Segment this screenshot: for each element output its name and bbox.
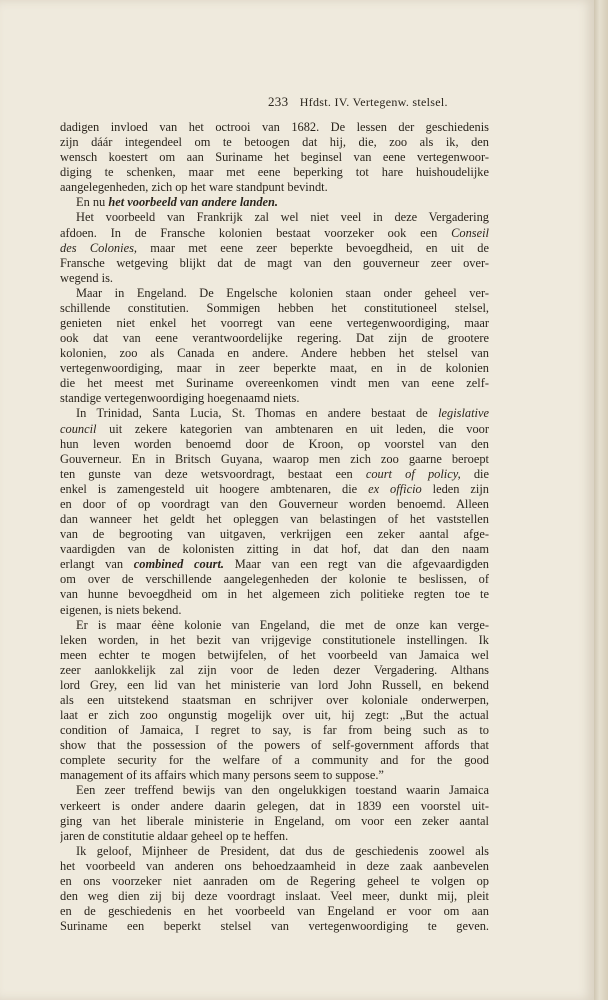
text-line: eigenen, is niets bekend.: [60, 602, 182, 617]
text-line: meen echter te mogen betwijfelen, of het voorbeeld van Jamaica wel: [60, 647, 489, 662]
text-line: wensch koestert om aan Suriname het beginsel van eene vertegenwoor-: [60, 150, 489, 165]
text-line: en de geschiedenis en het voorbeeld van Engeland er voor om aan: [60, 904, 489, 919]
text-line: ook dat van eene verantwoordelijke regering. Dat zijn de grootere: [60, 331, 489, 346]
text-line: van de begrooting van uitgaven, verkrijgen een zeker aantal afge-: [60, 527, 489, 542]
body-text: [60, 120, 489, 934]
running-title: Hfdst. IV. Vertegenw. stelsel.: [299, 95, 448, 109]
text-line: wegend is.: [60, 270, 113, 285]
text-line: ten gunste van deze wetsvoordragt, bestaat een court of policy, die: [60, 466, 489, 481]
text-line: leken worden, in het bezit van vrijgevige constitutionele instellingen. Ik: [60, 632, 489, 647]
text-line: schillende constitutien. Sommigen hebben het constitutioneel stelsel,: [60, 300, 489, 315]
text-line: Een zeer treffend bewijs van den ongelukkigen toestand waarin Jamaica: [76, 783, 489, 798]
text-line: vaardigden van de kolonisten zitting in dat hof, dat dan den naam: [60, 542, 489, 557]
text-line: Maar in Engeland. De Engelsche kolonien staan onder geheel ver-: [76, 285, 489, 300]
text-line: die het meest met Suriname overeenkomen vindt men van eene zelf-: [60, 376, 489, 391]
text-line: hun leven worden benoemd door de Kroon, op voorstel van den: [60, 436, 489, 451]
text-line: standige vertegenwoordiging hoegenaamd niets.: [60, 391, 300, 406]
text-line: Suriname een beperkt stelsel van vertegenwoordiging te geven.: [60, 919, 489, 934]
text-line: Fransche wetgeving blijkt dat de magt van den gouverneur zeer over-: [60, 255, 489, 270]
text-line: als een uitstekend staatsman en schrijver over koloniale onderwerpen,: [60, 692, 489, 707]
text-line: vertegenwoordiging, maar in zeer beperkte maat, en in de kolonien: [60, 361, 489, 376]
text-line: genieten niet enkel het voorregt van eene vertegenwoordiging, maar: [60, 316, 489, 331]
text-line: diging te schenken, maar met eene beperking tot hare huishoudelijke: [60, 165, 489, 180]
text-line: condition of Jamaica, I regret to say, is far from being such as to: [60, 723, 489, 738]
text-line: dadigen invloed van het octrooi van 1682. De lessen der geschiedenis: [60, 120, 489, 134]
text-line: des Colonies, maar met eene zeer beperkte bevoegdheid, en uit de: [60, 240, 489, 255]
text-line: Er is maar éène kolonie van Engeland, die met de onze kan verge-: [76, 617, 489, 632]
text-line: om over de verschillende aangelegenheden der kolonie te beslissen, of: [60, 572, 489, 587]
text-line: laat er zich zoo ongunstig mogelijk over uit, hij zegt: „But the actual: [60, 708, 489, 723]
text-line: verkeert is onder andere daarin gelegen, dat in 1839 een voorstel uit-: [60, 798, 489, 813]
text-line: zijn dáár integendeel om te betoogen dat hij, die, zoo als ik, den: [60, 135, 489, 150]
text-line: Gouverneur. En in Britsch Guyana, waarop men zich zoo gaarne beroept: [60, 451, 489, 466]
text-line: van hunne bevoegdheid om in het algemeen zich politieke regten toe te: [60, 587, 489, 602]
text-line: den weg dien zij bij deze voordragt inslaat. Veel meer, dunkt mij, pleit: [60, 888, 489, 903]
text-line: management of its affairs which many persons seem to suppose.”: [60, 768, 384, 783]
text-line: Ik geloof, Mijnheer de President, dat dus de geschiedenis zoowel als: [76, 843, 489, 858]
text-line: In Trinidad, Santa Lucia, St. Thomas en andere bestaat de legislative: [76, 406, 489, 421]
text-line: aangelegenheden, zich op het ware standpunt bevindt.: [60, 180, 328, 195]
text-line: En nu het voorbeeld van andere landen.: [76, 195, 279, 210]
text-line: het voorbeeld van anderen ons behoedzaamheid in deze zaak aanbevelen: [60, 858, 489, 873]
running-header: [268, 94, 498, 110]
text-line: afdoen. In de Fransche kolonien bestaat voorzeker ook een Conseil: [60, 225, 489, 240]
text-line: dan wanneer het geldt het opleggen van belastingen of het vaststellen: [60, 512, 489, 527]
text-line: Het voorbeeld van Frankrijk zal wel niet veel in deze Vergadering: [76, 210, 489, 225]
text-line: show that the possession of the powers of self-government affords that: [60, 738, 489, 753]
text-line: enkel is zamengesteld uit hoogere ambtenaren, die ex officio leden zijn: [60, 481, 489, 496]
page-number: 233: [268, 94, 289, 109]
page-edge: [594, 0, 608, 1000]
text-line: ging van het liberale ministerie in Engeland, om voor een zeker aantal: [60, 813, 489, 828]
text-line: complete security for the welfare of a community and for the good: [60, 753, 489, 768]
text-line: en ons voorzeker niet aanraden om de Regering geheel te volgen op: [60, 873, 489, 888]
text-line: zeer aanlokkelijk zal zijn voor de leden dezer Vergadering. Althans: [60, 662, 489, 677]
text-line: lord Grey, een lid van het ministerie van lord John Russell, en bekend: [60, 677, 489, 692]
text-line: jaren de constitutie aldaar geheel op te heffen.: [60, 828, 289, 843]
text-line: council uit zekere kategorien van ambtenaren en uit leden, die voor: [60, 421, 489, 436]
text-line: erlangt van combined court. Maar van een regt van die afgevaardigden: [60, 557, 489, 572]
text-line: en door of op voordragt van den Gouverneur worden benoemd. Alleen: [60, 496, 489, 511]
text-line: kolonien, zoo als Canada en andere. Andere hebben het stelsel van: [60, 346, 489, 361]
